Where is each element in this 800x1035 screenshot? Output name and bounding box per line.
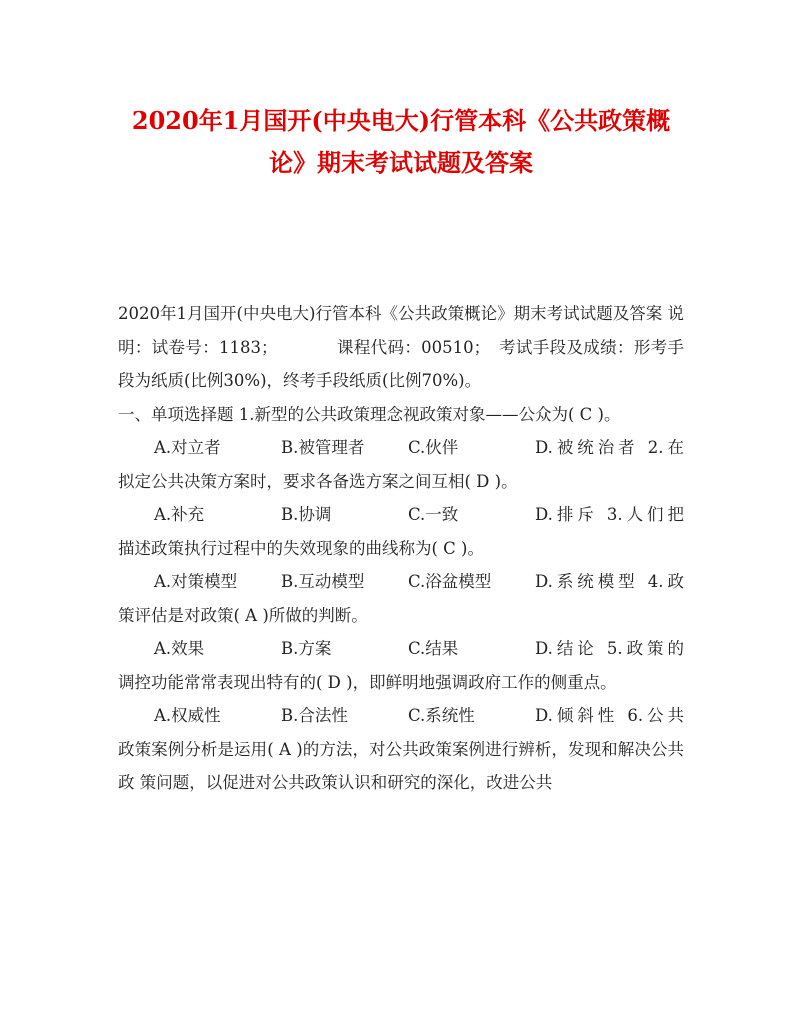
- option-a: A.补充: [154, 505, 205, 524]
- options-row-5: [118, 699, 684, 733]
- options-row-4: [118, 632, 684, 666]
- option-b: B.方案: [281, 639, 332, 658]
- option-d: D.倾斜性 6.公共: [535, 706, 684, 725]
- option-c: C.结果: [408, 639, 459, 658]
- options-row-1: [118, 431, 684, 465]
- document-title: 2020年1月国开(中央电大)行管本科《公共政策概论》期末考试试题及答案: [131, 106, 671, 177]
- option-c: C.浴盆模型: [408, 572, 492, 591]
- intro-paragraph: 2020年1月国开(中央电大)行管本科《公共政策概论》期末考试试题及答案 说明：试卷号：1183； 课程代码：00510； 考试手段及成绩：形考手段为纸质(比例30%)，终考手段纸质(比例70%)。: [118, 304, 684, 390]
- question-5-continued: 调控功能常常表现出特有的( D )，即鲜明地强调政府工作的侧重点。: [118, 672, 617, 692]
- options-row-2: [118, 498, 684, 532]
- options-row-3: [118, 565, 684, 599]
- option-c: C.伙伴: [408, 438, 459, 457]
- option-b: B.被管理者: [281, 438, 365, 457]
- document-body: [118, 297, 684, 800]
- option-c: C.一致: [408, 505, 459, 524]
- option-d: D.系统模型 4.政: [535, 572, 684, 591]
- question-4-continued: 策评估是对政策( A )所做的判断。: [118, 605, 368, 625]
- option-a: A.权威性: [154, 706, 221, 725]
- option-d: D.排斥 3.人们把: [535, 505, 684, 524]
- question-3-continued: 描述政策执行过程中的失效现象的曲线称为( C )。: [118, 538, 484, 558]
- option-b: B.互动模型: [281, 572, 365, 591]
- option-a: A.对策模型: [154, 572, 238, 591]
- option-b: B.协调: [281, 505, 332, 524]
- option-a: A.对立者: [154, 438, 221, 457]
- question-2-continued: 拟定公共决策方案时，要求各备选方案之间互相( D )。: [118, 471, 518, 491]
- option-d: D.结论 5.政策的: [535, 639, 684, 658]
- question-1: 一、单项选择题 1.新型的公共政策理念视政策对象——公众为( C )。: [118, 404, 621, 424]
- question-6-continued: 政策案例分析是运用( A )的方法，对公共政策案例进行辨析，发现和解决公共政 策问题，以促进对公共政策认识和研究的深化，改进公共: [118, 739, 684, 792]
- option-a: A.效果: [154, 639, 205, 658]
- option-c: C.系统性: [408, 706, 475, 725]
- option-d: D.被统治者 2.在: [535, 438, 684, 457]
- option-b: B.合法性: [281, 706, 348, 725]
